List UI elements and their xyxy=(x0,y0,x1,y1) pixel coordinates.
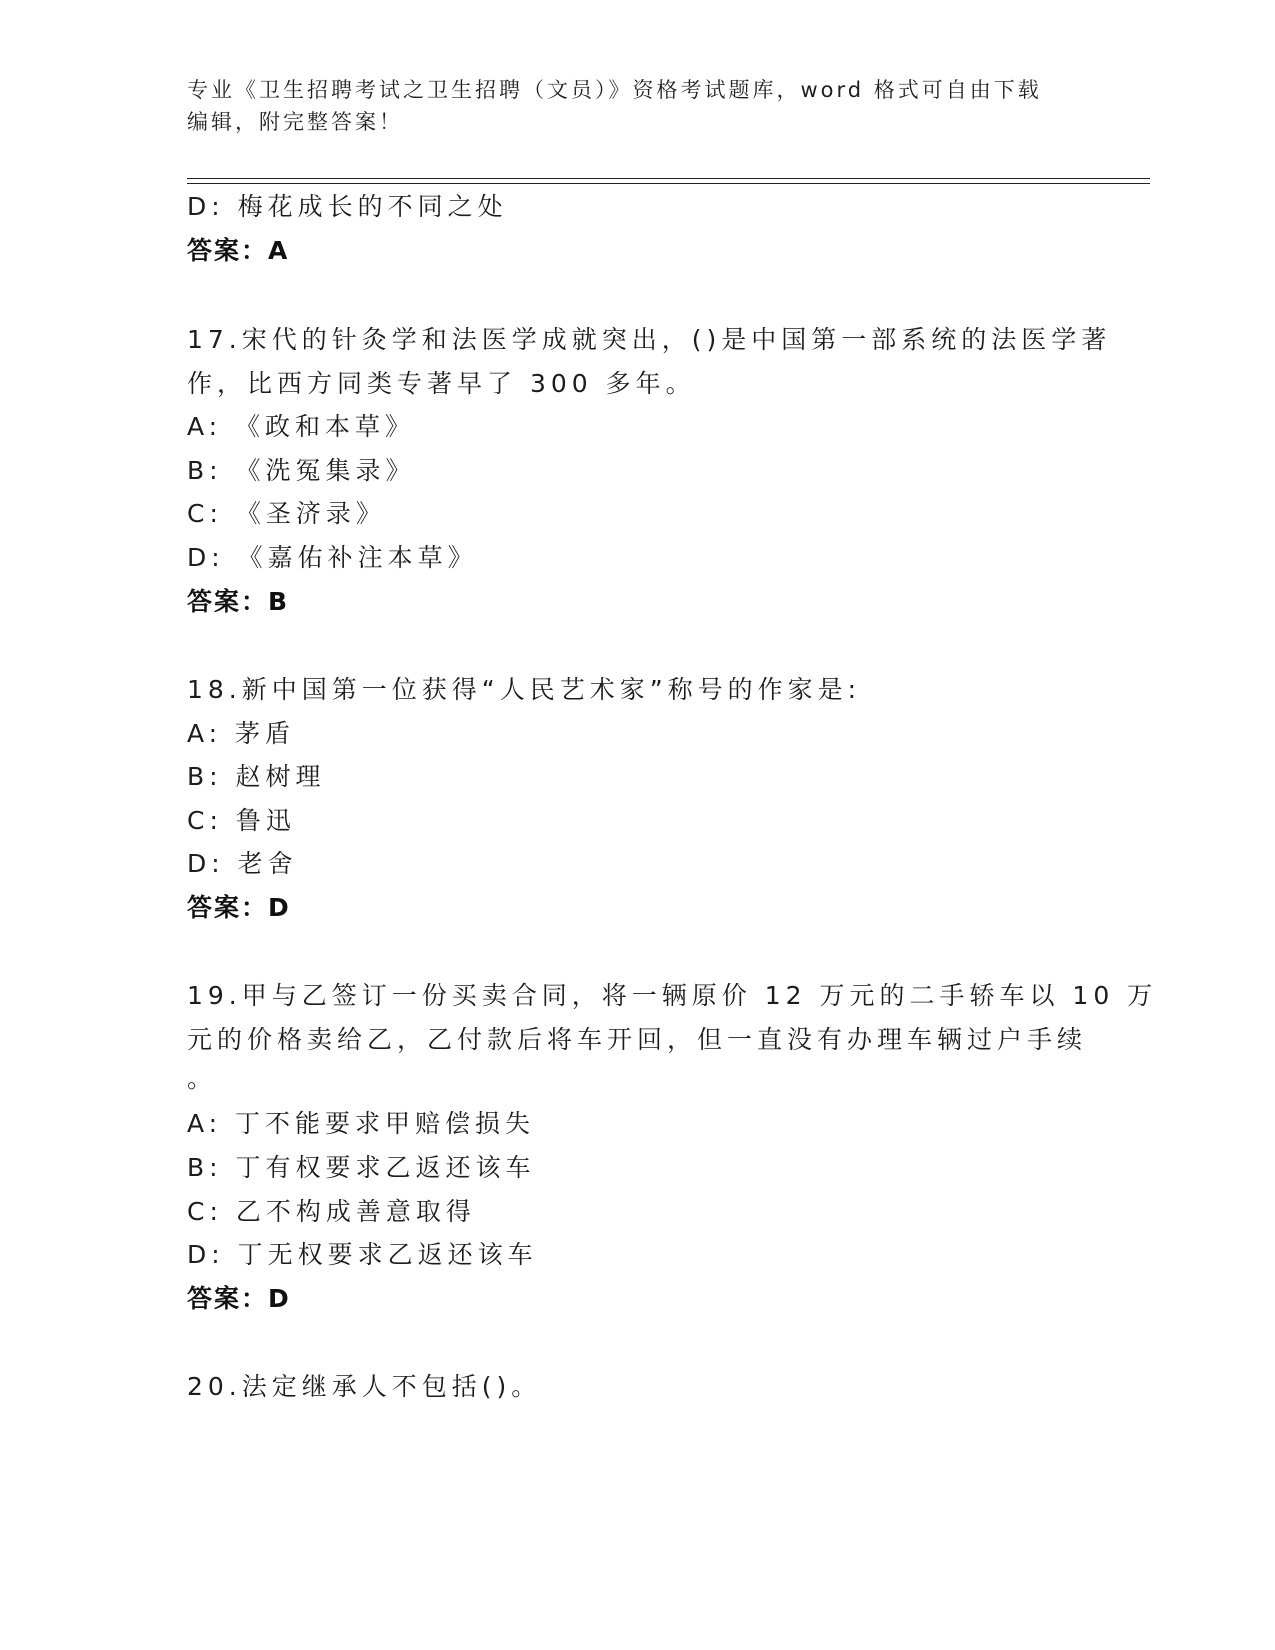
q18-answer: 答案：D xyxy=(187,893,291,922)
q19-option-b: B: 丁有权要求乙返还该车 xyxy=(187,1153,536,1182)
q19-option-d: D: 丁无权要求乙返还该车 xyxy=(187,1240,538,1269)
q20-stem-line-1: 20.法定继承人不包括()。 xyxy=(187,1372,542,1401)
prev-answer: 答案：A xyxy=(187,236,290,265)
q17-option-b: B: 《洗冤集录》 xyxy=(187,456,416,485)
q19-stem-line-3: 。 xyxy=(187,1064,218,1093)
q18-stem-line-1: 18.新中国第一位获得“人民艺术家”称号的作家是: xyxy=(187,675,862,704)
q19-answer: 答案：D xyxy=(187,1284,291,1313)
prev-option-d: D: 梅花成长的不同之处 xyxy=(187,192,508,221)
q17-stem-line-1: 17.宋代的针灸学和法医学成就突出，()是中国第一部系统的法医学著 xyxy=(187,325,1112,354)
header-line-2: 编辑，附完整答案！ xyxy=(187,110,403,134)
q18-option-c: C: 鲁迅 xyxy=(187,806,296,835)
header-divider-bottom xyxy=(187,183,1150,184)
document-header xyxy=(187,74,1087,138)
q18-option-a: A: 茅盾 xyxy=(187,719,296,748)
q17-stem-line-2: 作，比西方同类专著早了 300 多年。 xyxy=(187,369,696,398)
header-divider-top xyxy=(187,178,1150,179)
q19-stem-line-2: 元的价格卖给乙，乙付款后将车开回，但一直没有办理车辆过户手续 xyxy=(187,1025,1088,1054)
q17-option-d: D: 《嘉佑补注本草》 xyxy=(187,543,478,572)
header-line-1: 专业《卫生招聘考试之卫生招聘（文员）》资格考试题库，word 格式可自由下载 xyxy=(187,78,1042,102)
q17-option-c: C: 《圣济录》 xyxy=(187,499,386,528)
q19-stem-line-1: 19.甲与乙签订一份买卖合同，将一辆原价 12 万元的二手轿车以 10 万 xyxy=(187,981,1158,1010)
q18-option-d: D: 老舍 xyxy=(187,849,298,878)
q18-option-b: B: 赵树理 xyxy=(187,762,326,791)
q17-option-a: A: 《政和本草》 xyxy=(187,412,416,441)
q19-option-c: C: 乙不构成善意取得 xyxy=(187,1197,476,1226)
q19-option-a: A: 丁不能要求甲赔偿损失 xyxy=(187,1109,536,1138)
q17-answer: 答案：B xyxy=(187,587,290,616)
